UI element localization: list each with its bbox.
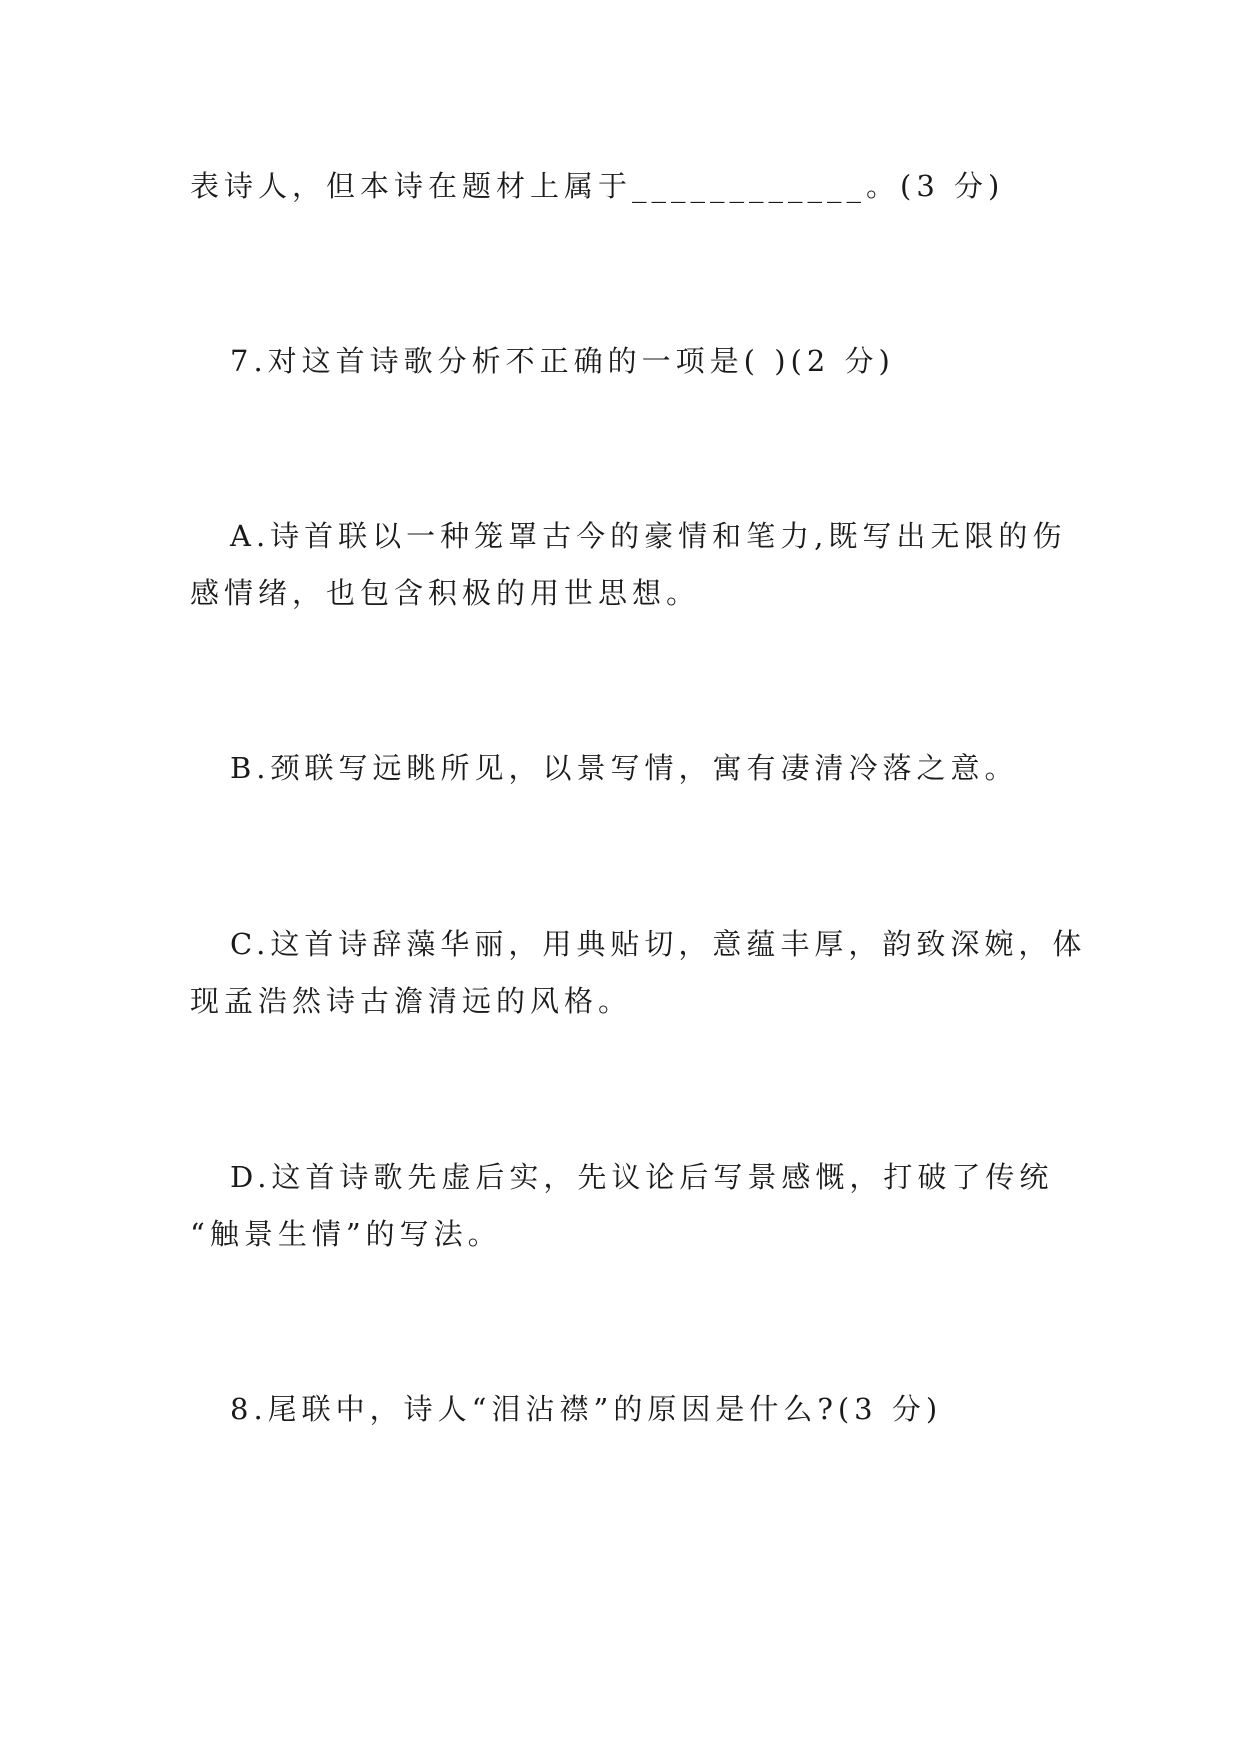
option-b: B.颈联写远眺所见，以景写情，寓有凄清冷落之意。 [230, 751, 1019, 785]
option-c-line-2: 现孟浩然诗古澹清远的风格。 [190, 984, 633, 1018]
option-d-line-2: “触景生情”的写法。 [190, 1217, 502, 1251]
question-6-continuation: 表诗人，但本诗在题材上属于____________。(3 分) [190, 169, 1005, 203]
question-8: 8.尾联中，诗人“泪沾襟”的原因是什么?(3 分) [230, 1392, 943, 1426]
option-d-line-1: D.这首诗歌先虚后实，先议论后写景感慨，打破了传统 [230, 1160, 1054, 1194]
option-c-line-1: C.这首诗辞藻华丽，用典贴切，意蕴丰厚，韵致深婉，体 [230, 927, 1087, 961]
question-7: 7.对这首诗歌分析不正确的一项是( )(2 分) [230, 344, 895, 378]
option-a-line-2: 感情绪，也包含积极的用世思想。 [190, 576, 701, 610]
option-a-line-1: A.诗首联以一种笼罩古今的豪情和笔力,既写出无限的伤 [230, 519, 1067, 553]
